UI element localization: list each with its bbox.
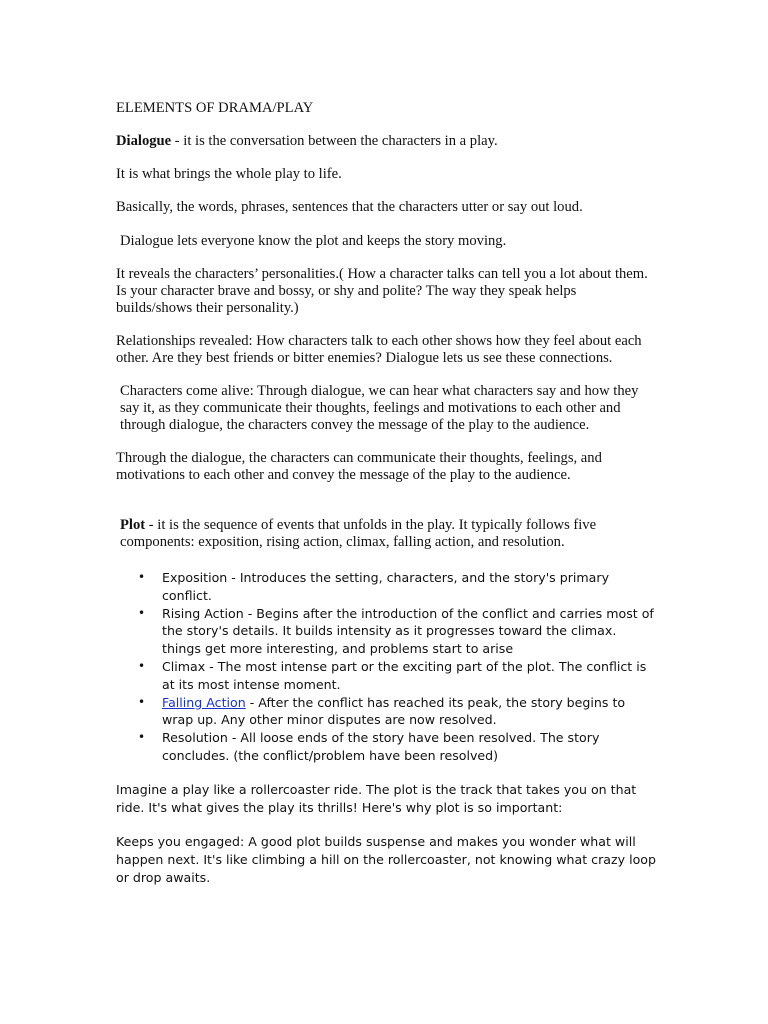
list-item xyxy=(138,729,656,765)
component-text: - The most intense part or the exciting part of the plot. The conflict is at its most intense moment. xyxy=(162,659,647,692)
component-text: - Begins after the introduction of the conflict and carries most of the story's details. It builds intensity as it progresses toward the climax. things get more interesting, and problems start to arise xyxy=(162,605,654,657)
document-title: ELEMENTS OF DRAMA/PLAY xyxy=(116,100,314,116)
dialogue-paragraph-5: Relationships revealed: How characters talk to each other shows how they feel about each other. Are they best friends or bitter enemies? Dialogue lets us see these connections. xyxy=(116,332,642,366)
component-name: Climax xyxy=(162,659,206,675)
list-item xyxy=(138,569,656,605)
component-text: - After the conflict has reached its peak, the story begins to wrap up. Any other minor disputes are now resolved. xyxy=(162,694,626,728)
plot-components-list xyxy=(116,569,656,765)
plot-definition xyxy=(116,517,656,551)
dialogue-paragraph-2: Basically, the words, phrases, sentences that the characters utter or say out loud. xyxy=(116,199,583,216)
plot-definition-text: - it is the sequence of events that unfolds in the play. It typically follows five components: exposition, rising action, climax, falling action, and resolution. xyxy=(120,517,597,551)
bullet-icon: • xyxy=(138,570,146,585)
dialogue-definition-text: - it is the conversation between the characters in a play. xyxy=(171,132,498,149)
falling-action-link[interactable]: Falling Action xyxy=(162,694,246,710)
plot-paragraph-1: Imagine a play like a rollercoaster ride. The plot is the track that takes you on that ride. It's what gives the play its thrills! Here's why plot is so important: xyxy=(116,781,637,815)
bullet-icon: • xyxy=(138,605,146,620)
dialogue-paragraph-6: Characters come alive: Through dialogue, we can hear what characters say and how they say it, as they communicate their thoughts, feelings and motivations to each other and through dialogue, the characters convey the message of the play to the audience. xyxy=(120,382,639,433)
dialogue-paragraph-4: It reveals the characters’ personalities.( How a character talks can tell you a lot about them. Is your character brave and bossy, or shy and polite? The way they speak helps builds/shows their personality.) xyxy=(116,265,648,316)
list-item xyxy=(138,605,656,658)
dialogue-term: Dialogue xyxy=(116,132,172,149)
bullet-icon: • xyxy=(138,694,146,709)
dialogue-paragraph-1: It is what brings the whole play to life. xyxy=(116,166,342,183)
dialogue-definition xyxy=(116,133,656,150)
plot-term: Plot xyxy=(120,517,146,534)
component-text: - All loose ends of the story have been resolved. The story concludes. (the conflict/problem have been resolved) xyxy=(162,730,600,764)
bullet-icon: • xyxy=(138,730,146,745)
list-item xyxy=(138,694,656,730)
bullet-icon: • xyxy=(138,659,146,674)
component-text: - Introduces the setting, characters, and the story's primary conflict. xyxy=(162,570,610,603)
list-item xyxy=(138,658,656,694)
document-page xyxy=(116,100,656,886)
component-name: Exposition xyxy=(162,570,228,586)
dialogue-paragraph-3: Dialogue lets everyone know the plot and keeps the story moving. xyxy=(120,232,507,249)
component-name: Resolution xyxy=(162,730,228,746)
plot-paragraph-2: Keeps you engaged: A good plot builds suspense and makes you wonder what will happen next. It's like climbing a hill on the rollercoaster, not knowing what crazy loop or drop awaits. xyxy=(116,833,656,885)
dialogue-paragraph-7: Through the dialogue, the characters can communicate their thoughts, feelings, and motivations to each other and convey the message of the play to the audience. xyxy=(116,449,602,483)
component-name: Rising Action xyxy=(162,605,244,621)
